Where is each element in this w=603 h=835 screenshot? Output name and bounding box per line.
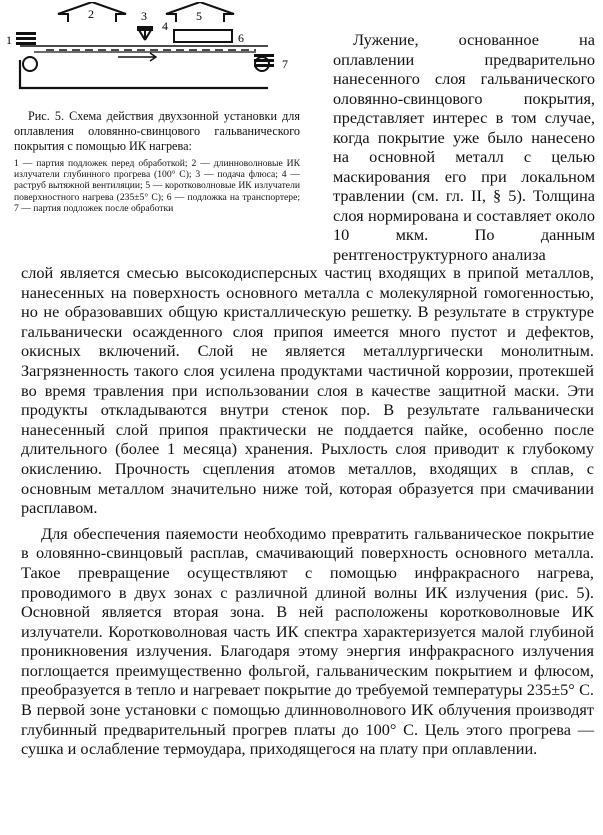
label-5: 5 bbox=[196, 9, 202, 23]
side-column-text bbox=[333, 30, 595, 264]
paragraph-continued: слой является смесью высокодисперсных частиц входящих в припой металлов, нанесенных на поверхность основного металла с молекулярной гомогенностью, но не образовавших общую кристаллическую решетку. В результате в структуре гальванически осажденного слоя припоя имеется много пустот и дефектов, окисных включений. Слой не является металлургически монолитным. Загрязненность такого слоя усилена продуктами частичной коррозии, протекшей во время травления при использовании слоя в качестве защитной маски. Эти продукты откладываются внутри стенок пор. В результате гальванически нанесенный слой припоя практически не поддается пайке, особенно после длительного (более 1 месяца) хранения. Рыхлость слоя приводит к глубокому окислению. Прочность сцепления атомов металлов, входящих в сплав, с основным металлом значительно ниже той, которая образуется при смачивании расплавом. bbox=[21, 263, 594, 518]
flux-nozzle bbox=[139, 30, 151, 40]
exhaust-hood bbox=[174, 30, 232, 42]
label-7: 7 bbox=[282, 57, 288, 71]
paragraph-2: Для обеспечения паяемости необходимо превратить гальваническое покрытие в оловянно-свинцовый расплав, смачивающий поверхность основного металла. Такое превращение осуществляют с помощью инфракрасного нагрева, проводимого в двух зонах с различной длиной волны ИК излучения (рис. 5). Основной является вторая зона. В ней расположены коротковолновые ИК излучатели. Коротковолновая часть ИК спектра характеризуется малой глубиной проникновения излучения. Благодаря этому энергия инфракрасного излучения поглощается преимущественно фольгой, гальваническим покрытием и флюсом, преобразуется в тепло и нагревает покрытие до требуемой температуры 235±5° С. В первой зоне установки с помощью длинноволнового ИК облучения производят глубинный предварительный прогрев платы до 100° С. Цель этого прогрева — сушка и ослабление термоудара, приходящегося на плату при оплавлении. bbox=[21, 523, 594, 759]
flux-head bbox=[137, 26, 153, 31]
caption-legend: 1 — партия подложек перед обработкой; 2 — длинноволновые ИК излучатели глубинного прогрева (100° С); 3 — подача флюса; 4 — раструб вытяжной вентиляции; 5 — коротковолновые ИК излучатели поверхностного нагрева (235±5° С); 6 — подложка на транспортере; 7 — партия подложек после обработки bbox=[14, 157, 300, 214]
roller-left bbox=[23, 57, 37, 71]
figure-5-diagram bbox=[6, 2, 302, 110]
label-3: 3 bbox=[141, 9, 147, 23]
stack-after bbox=[254, 54, 274, 67]
label-2: 2 bbox=[88, 7, 94, 21]
label-1: 1 bbox=[6, 33, 12, 47]
direction-arrow bbox=[118, 53, 156, 61]
label-6: 6 bbox=[238, 31, 244, 45]
figure-caption bbox=[14, 109, 300, 214]
conveyor-frame bbox=[20, 60, 268, 88]
caption-title: Рис. 5. Схема действия двухзонной установки для оплавления оловянно-свинцового гальванического покрытия с помощью ИК нагрева: bbox=[14, 109, 300, 154]
paragraph-side: Лужение, основанное на оплавлении предварительно нанесенного слоя гальванического оловянно-свинцового покрытия, представляет интерес в том случае, когда покрытие уже было нанесено на основной металл с целью маскирования его при локальном травлении (см. гл. II, § 5). Толщина слоя нормирована и составляет около 10 мкм. По данным рентгеноструктурного анализа bbox=[333, 30, 595, 264]
stack-before bbox=[16, 32, 36, 45]
label-4: 4 bbox=[162, 19, 168, 33]
main-text bbox=[21, 263, 594, 759]
